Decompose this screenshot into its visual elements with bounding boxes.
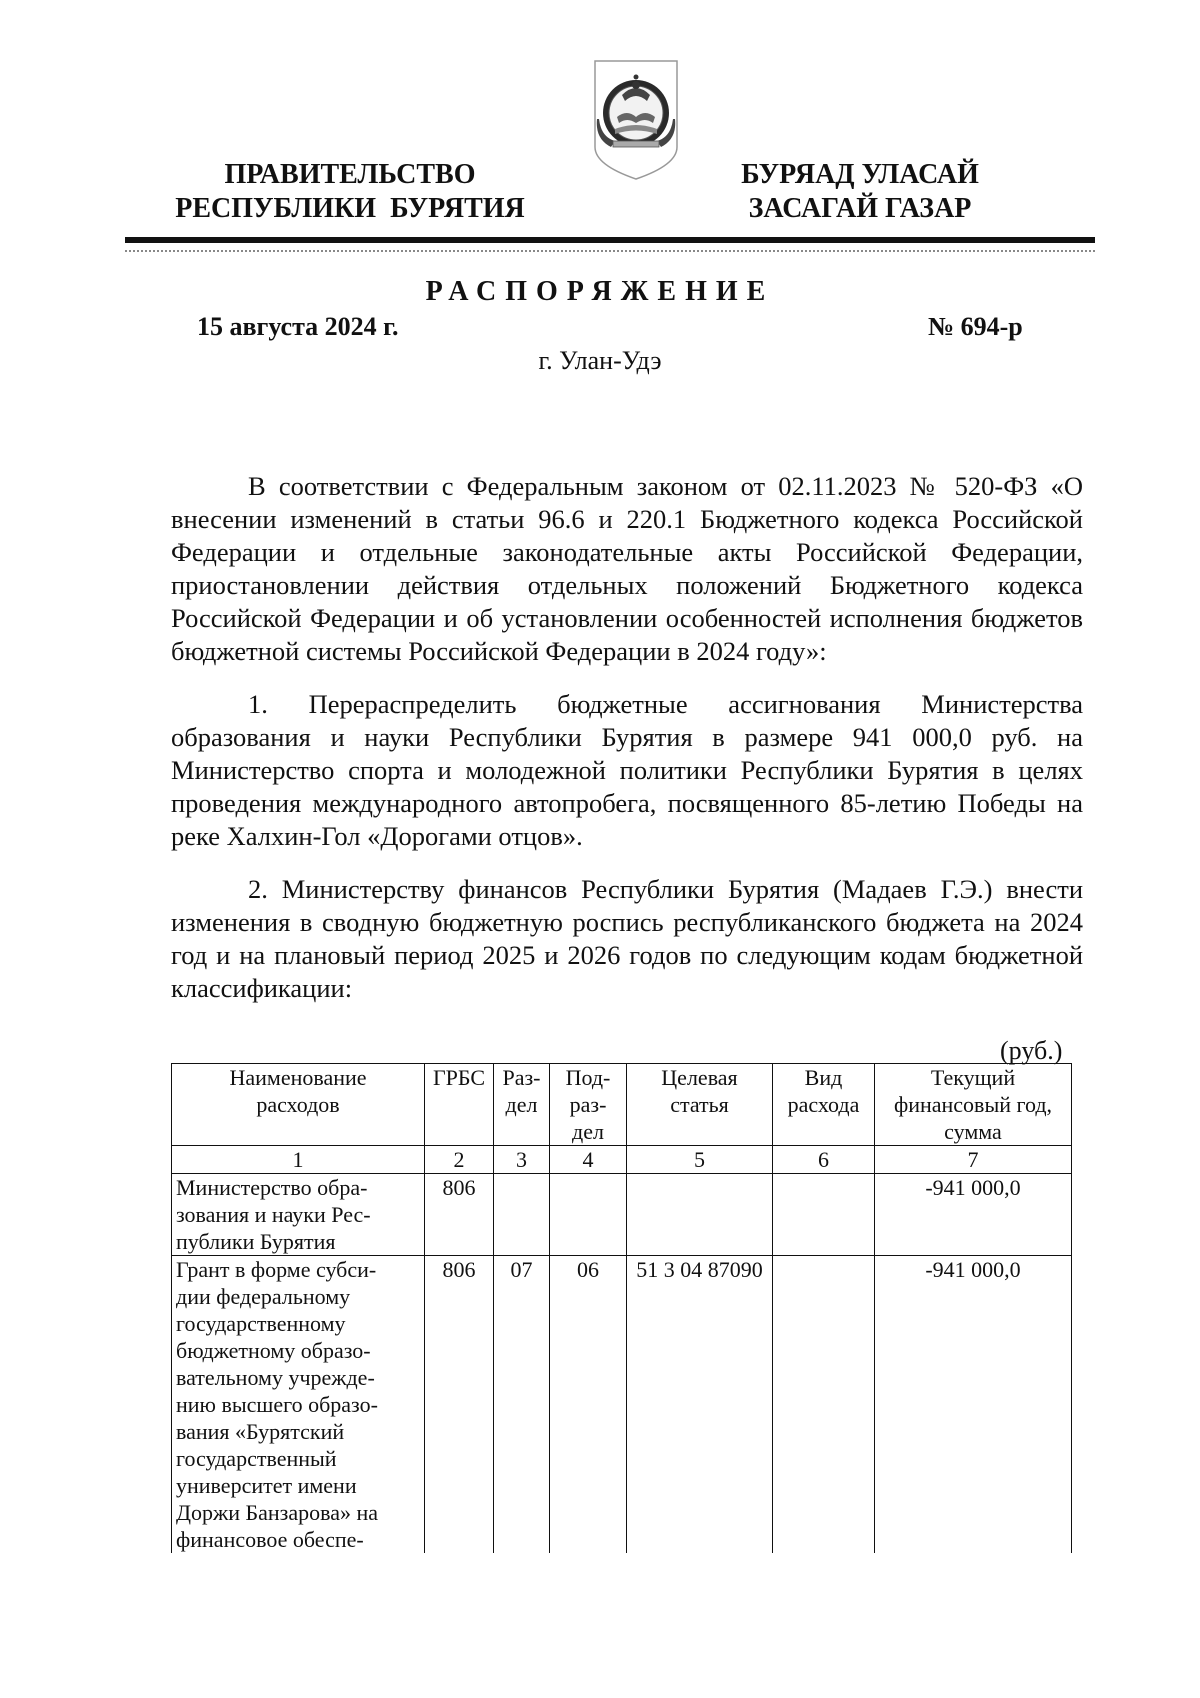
document-title: РАСПОРЯЖЕНИЕ — [425, 276, 775, 307]
row-section: 07 — [494, 1256, 550, 1554]
column-number: 7 — [875, 1146, 1072, 1174]
column-number: 6 — [773, 1146, 875, 1174]
header-rule-thin — [125, 250, 1095, 252]
row-target: 51 3 04 87090 — [627, 1256, 773, 1554]
header-section: Раз- дел — [494, 1064, 550, 1146]
item-1-paragraph: 1. Перераспределить бюджетные ассигнования Министерства образования и науки Республики Бурятия в размере 941 000,0 руб. на Министерство спорта и молодежной политики Республики Бурятия в целях проведения международного автопробега, посвященного 85-летию Победы на реке Халхин-Гол «Дорогами отцов». — [171, 689, 1083, 851]
header-rule-thick — [125, 237, 1095, 243]
government-title-line1: ПРАВИТЕЛЬСТВО — [224, 159, 476, 190]
column-number: 4 — [550, 1146, 627, 1174]
header-current: Текущий финансовый год, сумма — [875, 1064, 1072, 1146]
row-name: Министерство обра- зования и науки Рес- публики Бурятия — [172, 1174, 425, 1256]
row-type — [773, 1174, 875, 1256]
header-name: Наименование расходов — [172, 1064, 425, 1146]
column-number: 2 — [425, 1146, 494, 1174]
document-number: № 694-р — [928, 312, 1023, 341]
row-grbs: 806 — [425, 1256, 494, 1554]
item-2-paragraph: 2. Министерству финансов Республики Бурятия (Мадаев Г.Э.) внести изменения в сводную бюджетную роспись республиканского бюджета на 2024 год и на плановый период 2025 и 2026 годов по следующим кодам бюджетной классификации: — [171, 874, 1083, 1003]
budget-table — [171, 1063, 1072, 1553]
row-grbs: 806 — [425, 1174, 494, 1256]
document-city: г. Улан-Удэ — [538, 346, 662, 375]
header-target: Целевая статья — [627, 1064, 773, 1146]
government-title-buryat — [700, 158, 1020, 226]
row-type — [773, 1256, 875, 1554]
header-type: Вид расхода — [773, 1064, 875, 1146]
row-amount: -941 000,0 — [875, 1256, 1072, 1554]
government-title-russian — [160, 158, 540, 226]
preamble-paragraph: В соответствии с Федеральным законом от 02.11.2023 № 520-ФЗ «О внесении изменений в статьи 96.6 и 220.1 Бюджетного кодекса Российской Федерации и отдельные законодательные акты Российской Федерации, приостановлении действия отдельных положений Бюджетного кодекса Российской Федерации и об установлении особенностей исполнения бюджетов бюджетной системы Российской Федерации в 2024 году»: — [171, 471, 1083, 666]
row-subsection: 06 — [550, 1256, 627, 1554]
column-number: 1 — [172, 1146, 425, 1174]
row-section — [494, 1174, 550, 1256]
header-grbs: ГРБС — [425, 1064, 494, 1146]
row-amount: -941 000,0 — [875, 1174, 1072, 1256]
government-title-buryat-line2: ЗАСАГАЙ ГАЗАР — [748, 193, 972, 224]
table-unit-label: (руб.) — [1000, 1036, 1063, 1065]
column-number: 5 — [627, 1146, 773, 1174]
table-number-row — [172, 1146, 1072, 1174]
document-date: 15 августа 2024 г. — [197, 312, 399, 341]
column-number: 3 — [494, 1146, 550, 1174]
government-title-buryat-line1: БУРЯАД УЛАСАЙ — [741, 159, 979, 190]
table-row — [172, 1174, 1072, 1256]
government-title-line2: РЕСПУБЛИКИ БУРЯТИЯ — [175, 193, 525, 224]
header-subsection: Под- раз- дел — [550, 1064, 627, 1146]
table-row — [172, 1256, 1072, 1554]
row-target — [627, 1174, 773, 1256]
row-subsection — [550, 1174, 627, 1256]
coat-of-arms-buryatia-icon — [591, 55, 681, 183]
row-name: Грант в форме субси- дии федеральному государственному бюджетному образо- вательному учрежде- нию высшего образо- вания «Бурятский государственный университет имени Доржи Банзарова» на финансовое обеспе- — [172, 1256, 425, 1554]
table-header-row — [172, 1064, 1072, 1146]
